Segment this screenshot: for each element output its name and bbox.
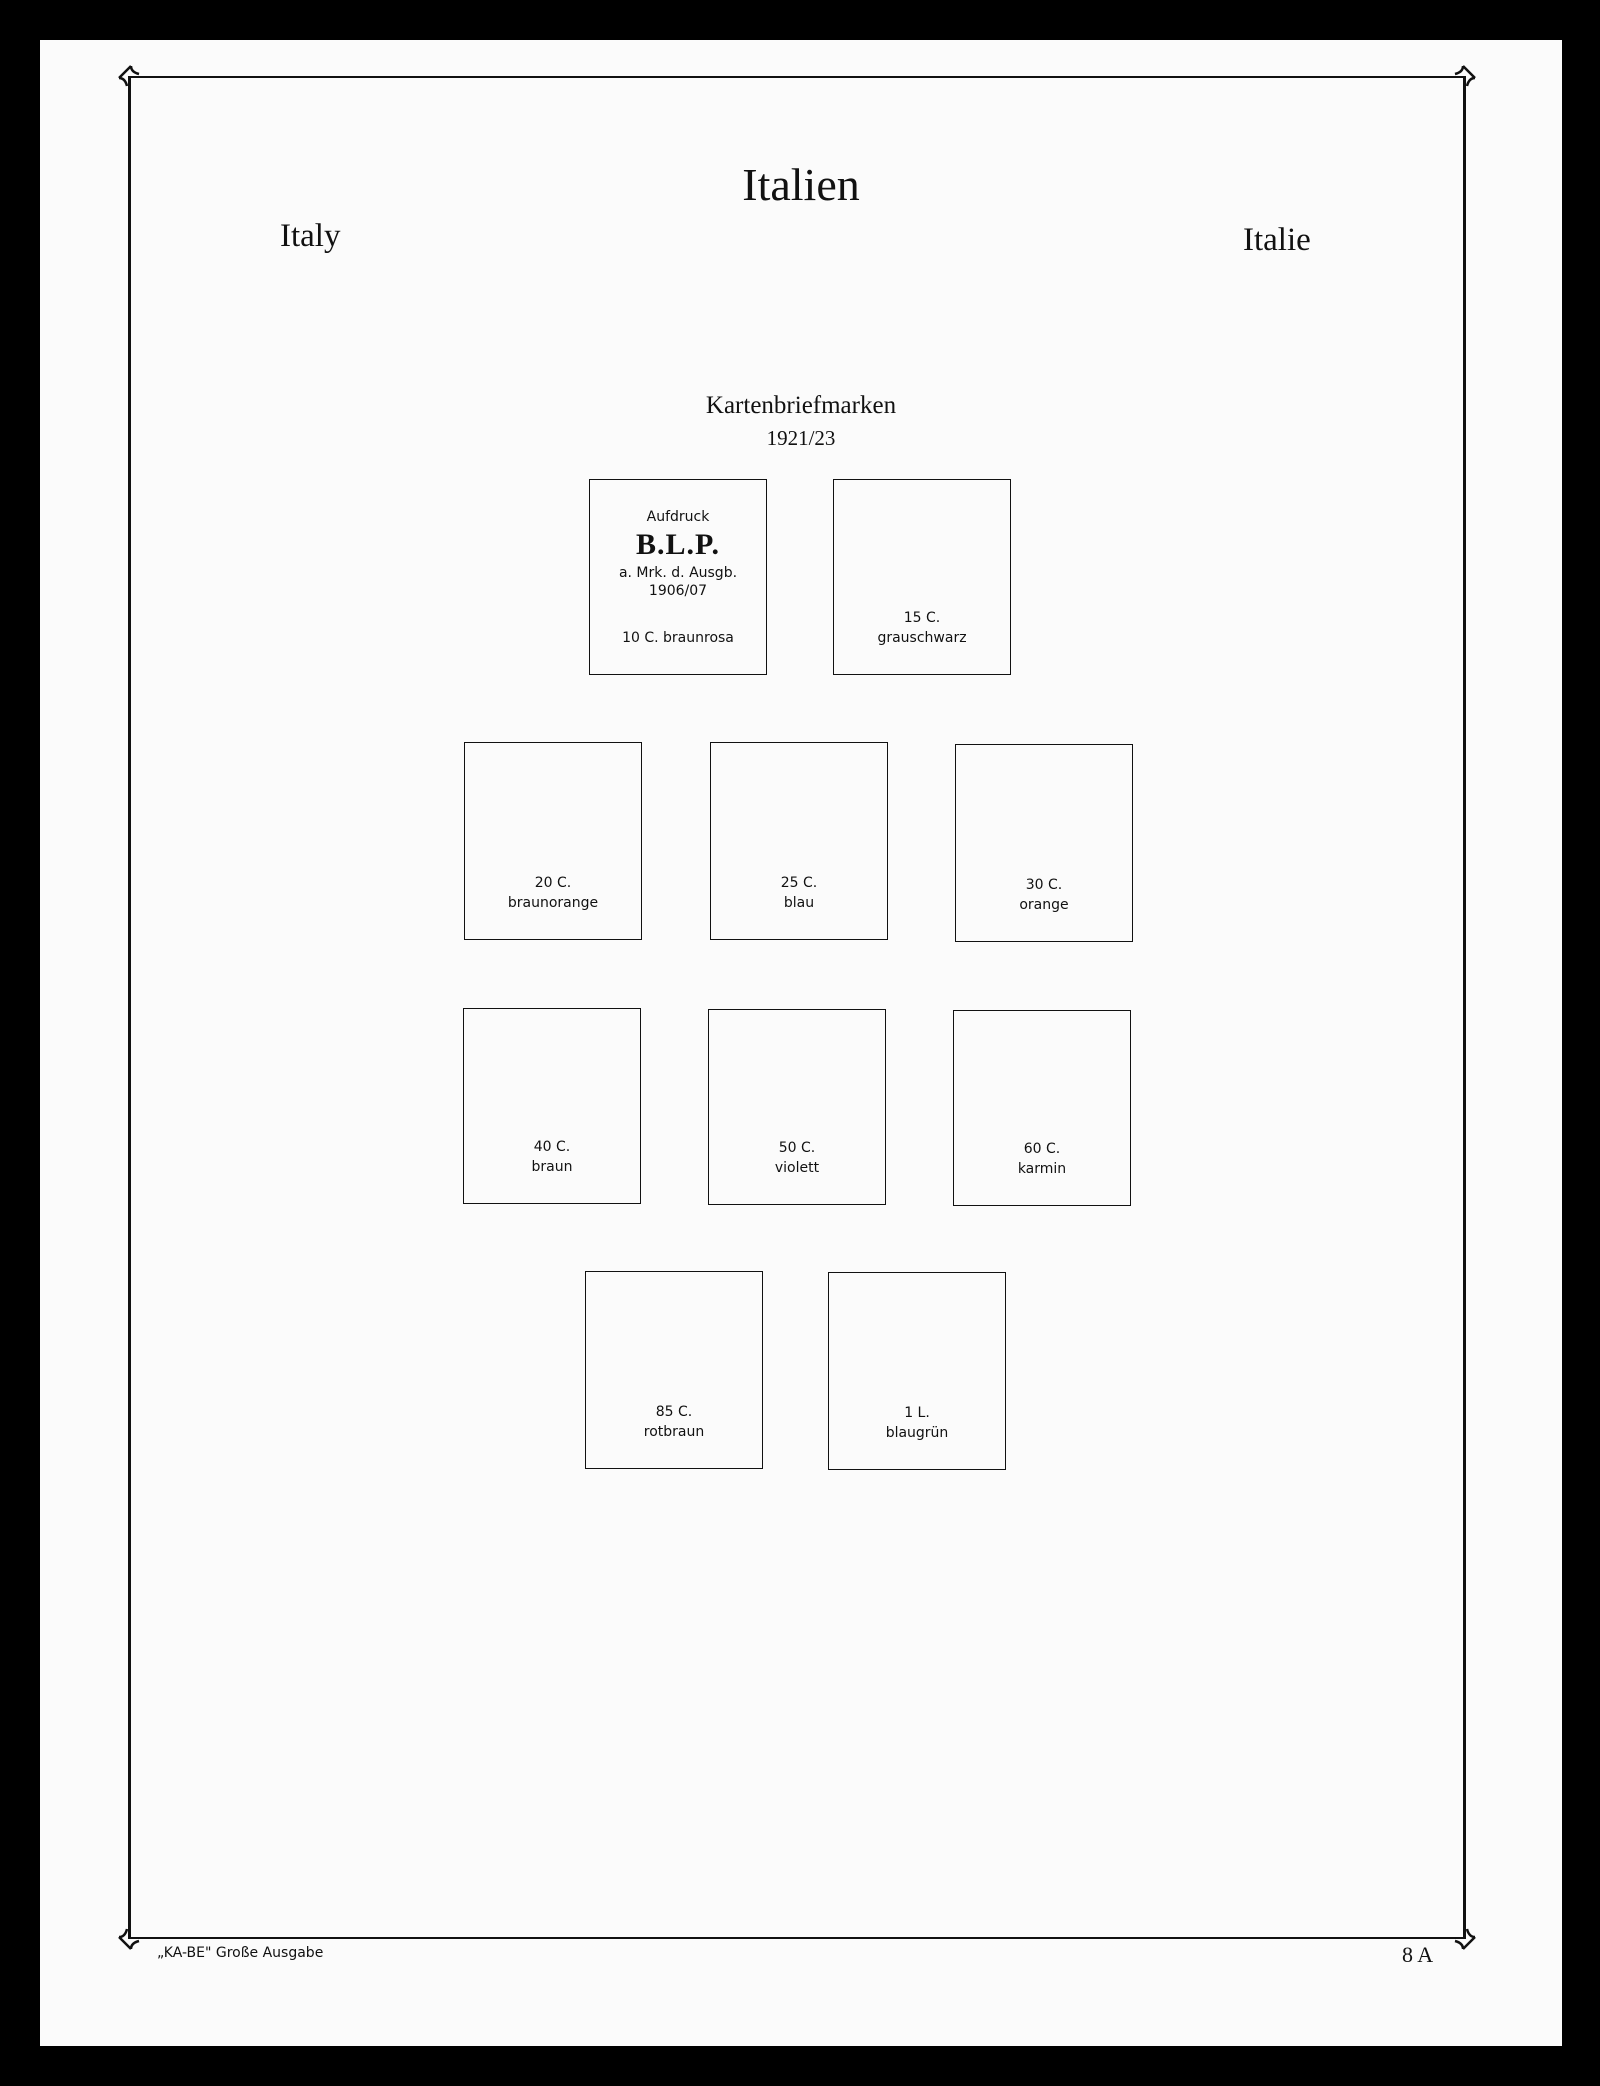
stamp-value: 20 C. <box>534 875 572 891</box>
stamp-color: braunorange <box>507 895 599 911</box>
stamp-slot[interactable] <box>708 1009 886 1205</box>
overprint-label: Aufdruck <box>646 509 710 525</box>
publisher-imprint: „KA-BE" Große Ausgabe <box>157 1945 324 1961</box>
stamp-color: grauschwarz <box>877 630 967 646</box>
stamp-value: 30 C. <box>1025 877 1063 893</box>
stamp-value: 85 C. <box>655 1404 693 1420</box>
stamp-slot[interactable] <box>463 1008 641 1204</box>
page-border-frame <box>128 76 1466 1939</box>
stamp-slot[interactable] <box>833 479 1011 675</box>
title-french: Italie <box>1243 222 1311 258</box>
stamp-color: karmin <box>1017 1161 1067 1177</box>
section-years: 1921/23 <box>766 426 836 450</box>
stamp-value: 15 C. <box>903 610 941 626</box>
corner-ornament-icon <box>1451 1925 1477 1951</box>
stamp-value: 1 L. <box>904 1405 930 1421</box>
corner-ornament-icon <box>117 1925 143 1951</box>
corner-ornament-icon <box>117 64 143 90</box>
stamp-color: violett <box>774 1160 820 1176</box>
album-page <box>40 40 1562 2046</box>
stamp-slot[interactable] <box>955 744 1133 942</box>
corner-ornament-icon <box>1451 64 1477 90</box>
stamp-color: blaugrün <box>885 1425 949 1441</box>
stamp-slot[interactable] <box>953 1010 1131 1206</box>
stamp-slot[interactable] <box>589 479 767 675</box>
page-number: 8 A <box>1402 1942 1434 1967</box>
page-title: Italien <box>742 159 860 210</box>
stamp-value: 60 C. <box>1023 1141 1061 1157</box>
stamp-color: orange <box>1019 897 1069 913</box>
stamp-value: 10 C. braunrosa <box>622 630 734 646</box>
stamp-color: rotbraun <box>643 1424 705 1440</box>
overprint-mark: B.L.P. <box>635 528 721 561</box>
stamp-slot[interactable] <box>464 742 642 940</box>
stamp-slot[interactable] <box>710 742 888 940</box>
title-english: Italy <box>280 218 341 254</box>
stamp-value: 50 C. <box>778 1140 816 1156</box>
overprint-source: a. Mrk. d. Ausgb. <box>618 565 738 581</box>
stamp-color: braun <box>531 1159 573 1175</box>
stamp-value: 25 C. <box>780 875 818 891</box>
overprint-note <box>590 508 766 600</box>
section-title: Kartenbriefmarken <box>705 392 897 419</box>
stamp-value: 40 C. <box>533 1139 571 1155</box>
stamp-slot[interactable] <box>585 1271 763 1469</box>
stamp-color: blau <box>783 895 815 911</box>
stamp-slot[interactable] <box>828 1272 1006 1470</box>
overprint-years: 1906/07 <box>648 583 708 599</box>
